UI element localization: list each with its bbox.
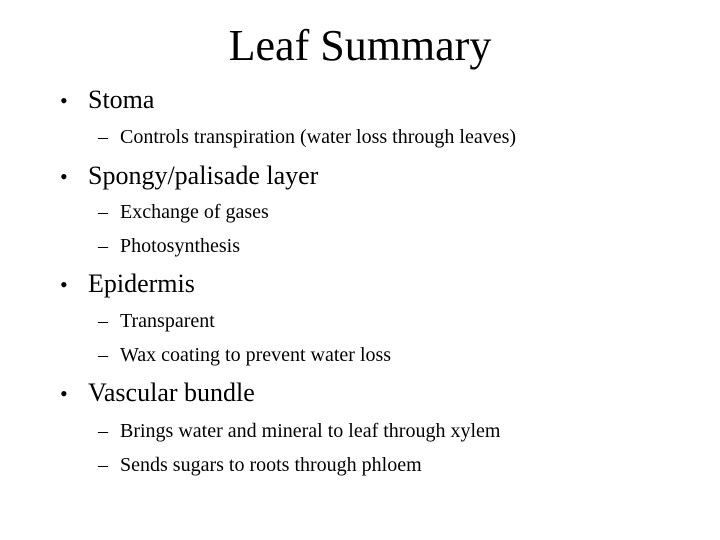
bullet-heading: Stoma xyxy=(88,85,155,114)
subpoint-text: Transparent xyxy=(120,310,215,332)
bullet-heading: Vascular bundle xyxy=(88,378,255,407)
bullet-icon: • xyxy=(60,272,68,297)
dash-icon: – xyxy=(98,235,108,257)
slide-title: Leaf Summary xyxy=(228,21,492,70)
bullet-epidermis xyxy=(60,268,195,301)
subpoint xyxy=(98,342,391,368)
bullet-icon: • xyxy=(60,381,68,406)
subpoint-text: Brings water and mineral to leaf through xylem xyxy=(120,420,501,442)
subpoint xyxy=(98,418,500,444)
subpoint-text: Exchange of gases xyxy=(120,201,269,223)
subpoint-text: Sends sugars to roots through phloem xyxy=(120,454,422,476)
subpoint xyxy=(98,452,422,478)
subpoint-text: Wax coating to prevent water loss xyxy=(120,344,392,366)
dash-icon: – xyxy=(98,201,108,223)
bullet-vascular-bundle xyxy=(60,377,255,410)
bullet-stoma xyxy=(60,84,154,117)
dash-icon: – xyxy=(98,310,108,332)
subpoint-text: Photosynthesis xyxy=(120,235,241,257)
dash-icon: – xyxy=(98,420,108,442)
bullet-heading: Epidermis xyxy=(88,269,195,298)
subpoint xyxy=(98,233,240,259)
subpoint xyxy=(98,124,516,150)
dash-icon: – xyxy=(98,126,108,148)
bullet-heading: Spongy/palisade layer xyxy=(88,161,319,190)
bullet-spongy-palisade xyxy=(60,160,318,193)
dash-icon: – xyxy=(98,344,108,366)
subpoint xyxy=(98,308,215,334)
dash-icon: – xyxy=(98,454,108,476)
bullet-icon: • xyxy=(60,88,68,113)
bullet-icon: • xyxy=(60,164,68,189)
subpoint xyxy=(98,199,269,225)
subpoint-text: Controls transpiration (water loss through leaves) xyxy=(120,126,517,148)
